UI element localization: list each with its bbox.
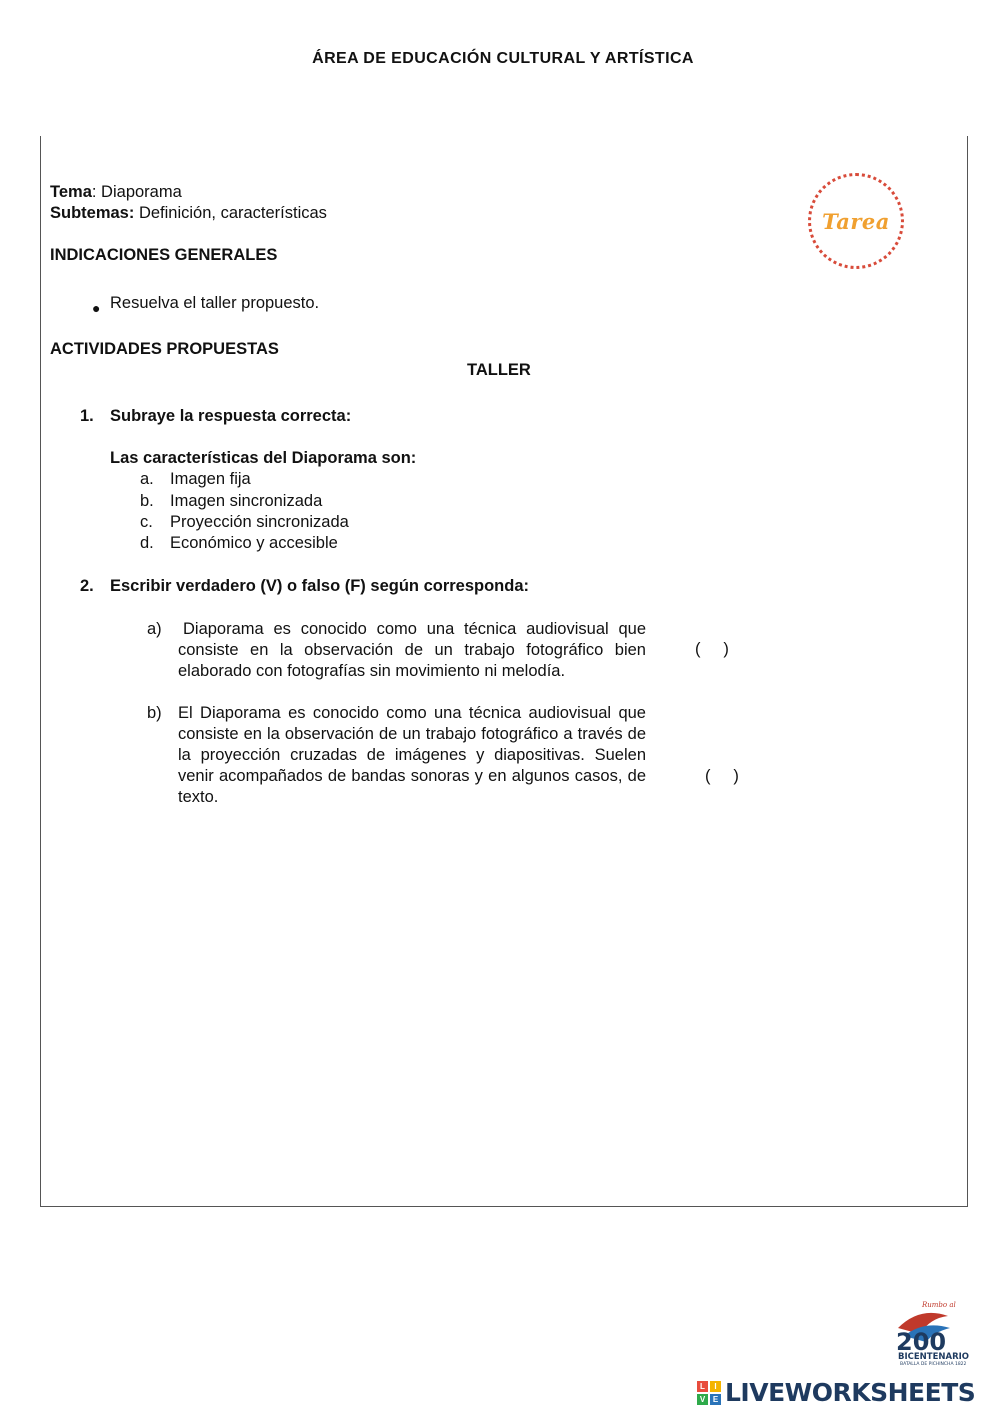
bicentenario-subtitle: BATALLA DE PICHINCHA 1822 — [900, 1362, 967, 1367]
liveworksheets-brand — [697, 1378, 975, 1407]
liveworksheets-logo-icon: L I V E — [697, 1381, 721, 1405]
q1-option-text[interactable]: Imagen fija — [170, 470, 251, 488]
q2-statement-text: El Diaporama es conocido como una técnica audiovisual que consiste en la observación de un trabajo fotográfico a través de la proyección cruzadas de imágenes y diapositivas. Suelen venir acompañados de bandas sonoras y en algunos casos, de texto. — [178, 704, 646, 806]
header-title: ÁREA DE EDUCACIÓN CULTURAL Y ARTÍSTICA — [312, 50, 694, 67]
q1-option-text[interactable]: Económico y accesible — [170, 534, 338, 552]
tema-label: Tema — [50, 183, 92, 201]
indicaciones-item: Resuelva el taller propuesto. — [110, 294, 320, 312]
liveworksheets-text: LIVEWORKSHEETS — [725, 1378, 976, 1407]
answer-box[interactable]: ( ) — [695, 640, 729, 658]
bicentenario-logo — [890, 1298, 985, 1368]
tarea-stamp-text: Tarea — [822, 208, 890, 234]
q2-statement-letter: a) — [147, 620, 162, 638]
q1-option-letter: b. — [140, 492, 154, 510]
q1-option-letter: c. — [140, 513, 153, 531]
tema-value: : Diaporama — [91, 183, 182, 201]
q1-option-letter: d. — [140, 534, 154, 552]
subtemas-value: Definición, características — [134, 204, 327, 222]
q2-statement-text: Diaporama es conocido como una técnica audiovisual que consiste en la observación de un trabajo fotográfico bien elaborado con fotografías sin movimiento ni melodía. — [178, 620, 646, 680]
taller-heading: TALLER — [467, 361, 531, 379]
subtemas-label: Subtemas: — [50, 204, 135, 222]
q1-prompt: Subraye la respuesta correcta: — [110, 407, 352, 425]
bicentenario-tagline: Rumbo al — [922, 1301, 956, 1309]
answer-box[interactable]: ( ) — [705, 767, 739, 785]
bicentenario-name: BICENTENARIO — [898, 1352, 970, 1362]
indicaciones-heading: INDICACIONES GENERALES — [50, 246, 278, 264]
actividades-heading: ACTIVIDADES PROPUESTAS — [50, 340, 279, 358]
q1-option-text[interactable]: Imagen sincronizada — [170, 492, 323, 510]
bullet-icon: ● — [92, 300, 101, 316]
bicentenario-number: 200 — [896, 1328, 947, 1356]
q2-prompt: Escribir verdadero (V) o falso (F) según corresponda: — [110, 577, 530, 595]
q2-statement-letter: b) — [147, 704, 162, 722]
q1-subheading: Las características del Diaporama son: — [110, 449, 417, 467]
q2-number: 2. — [80, 577, 94, 595]
subtemas-line — [50, 203, 327, 224]
tema-line — [50, 182, 182, 203]
q1-number: 1. — [80, 407, 94, 425]
q1-option-text[interactable]: Proyección sincronizada — [170, 513, 349, 531]
tarea-stamp — [808, 173, 904, 269]
q1-option-letter: a. — [140, 470, 154, 488]
